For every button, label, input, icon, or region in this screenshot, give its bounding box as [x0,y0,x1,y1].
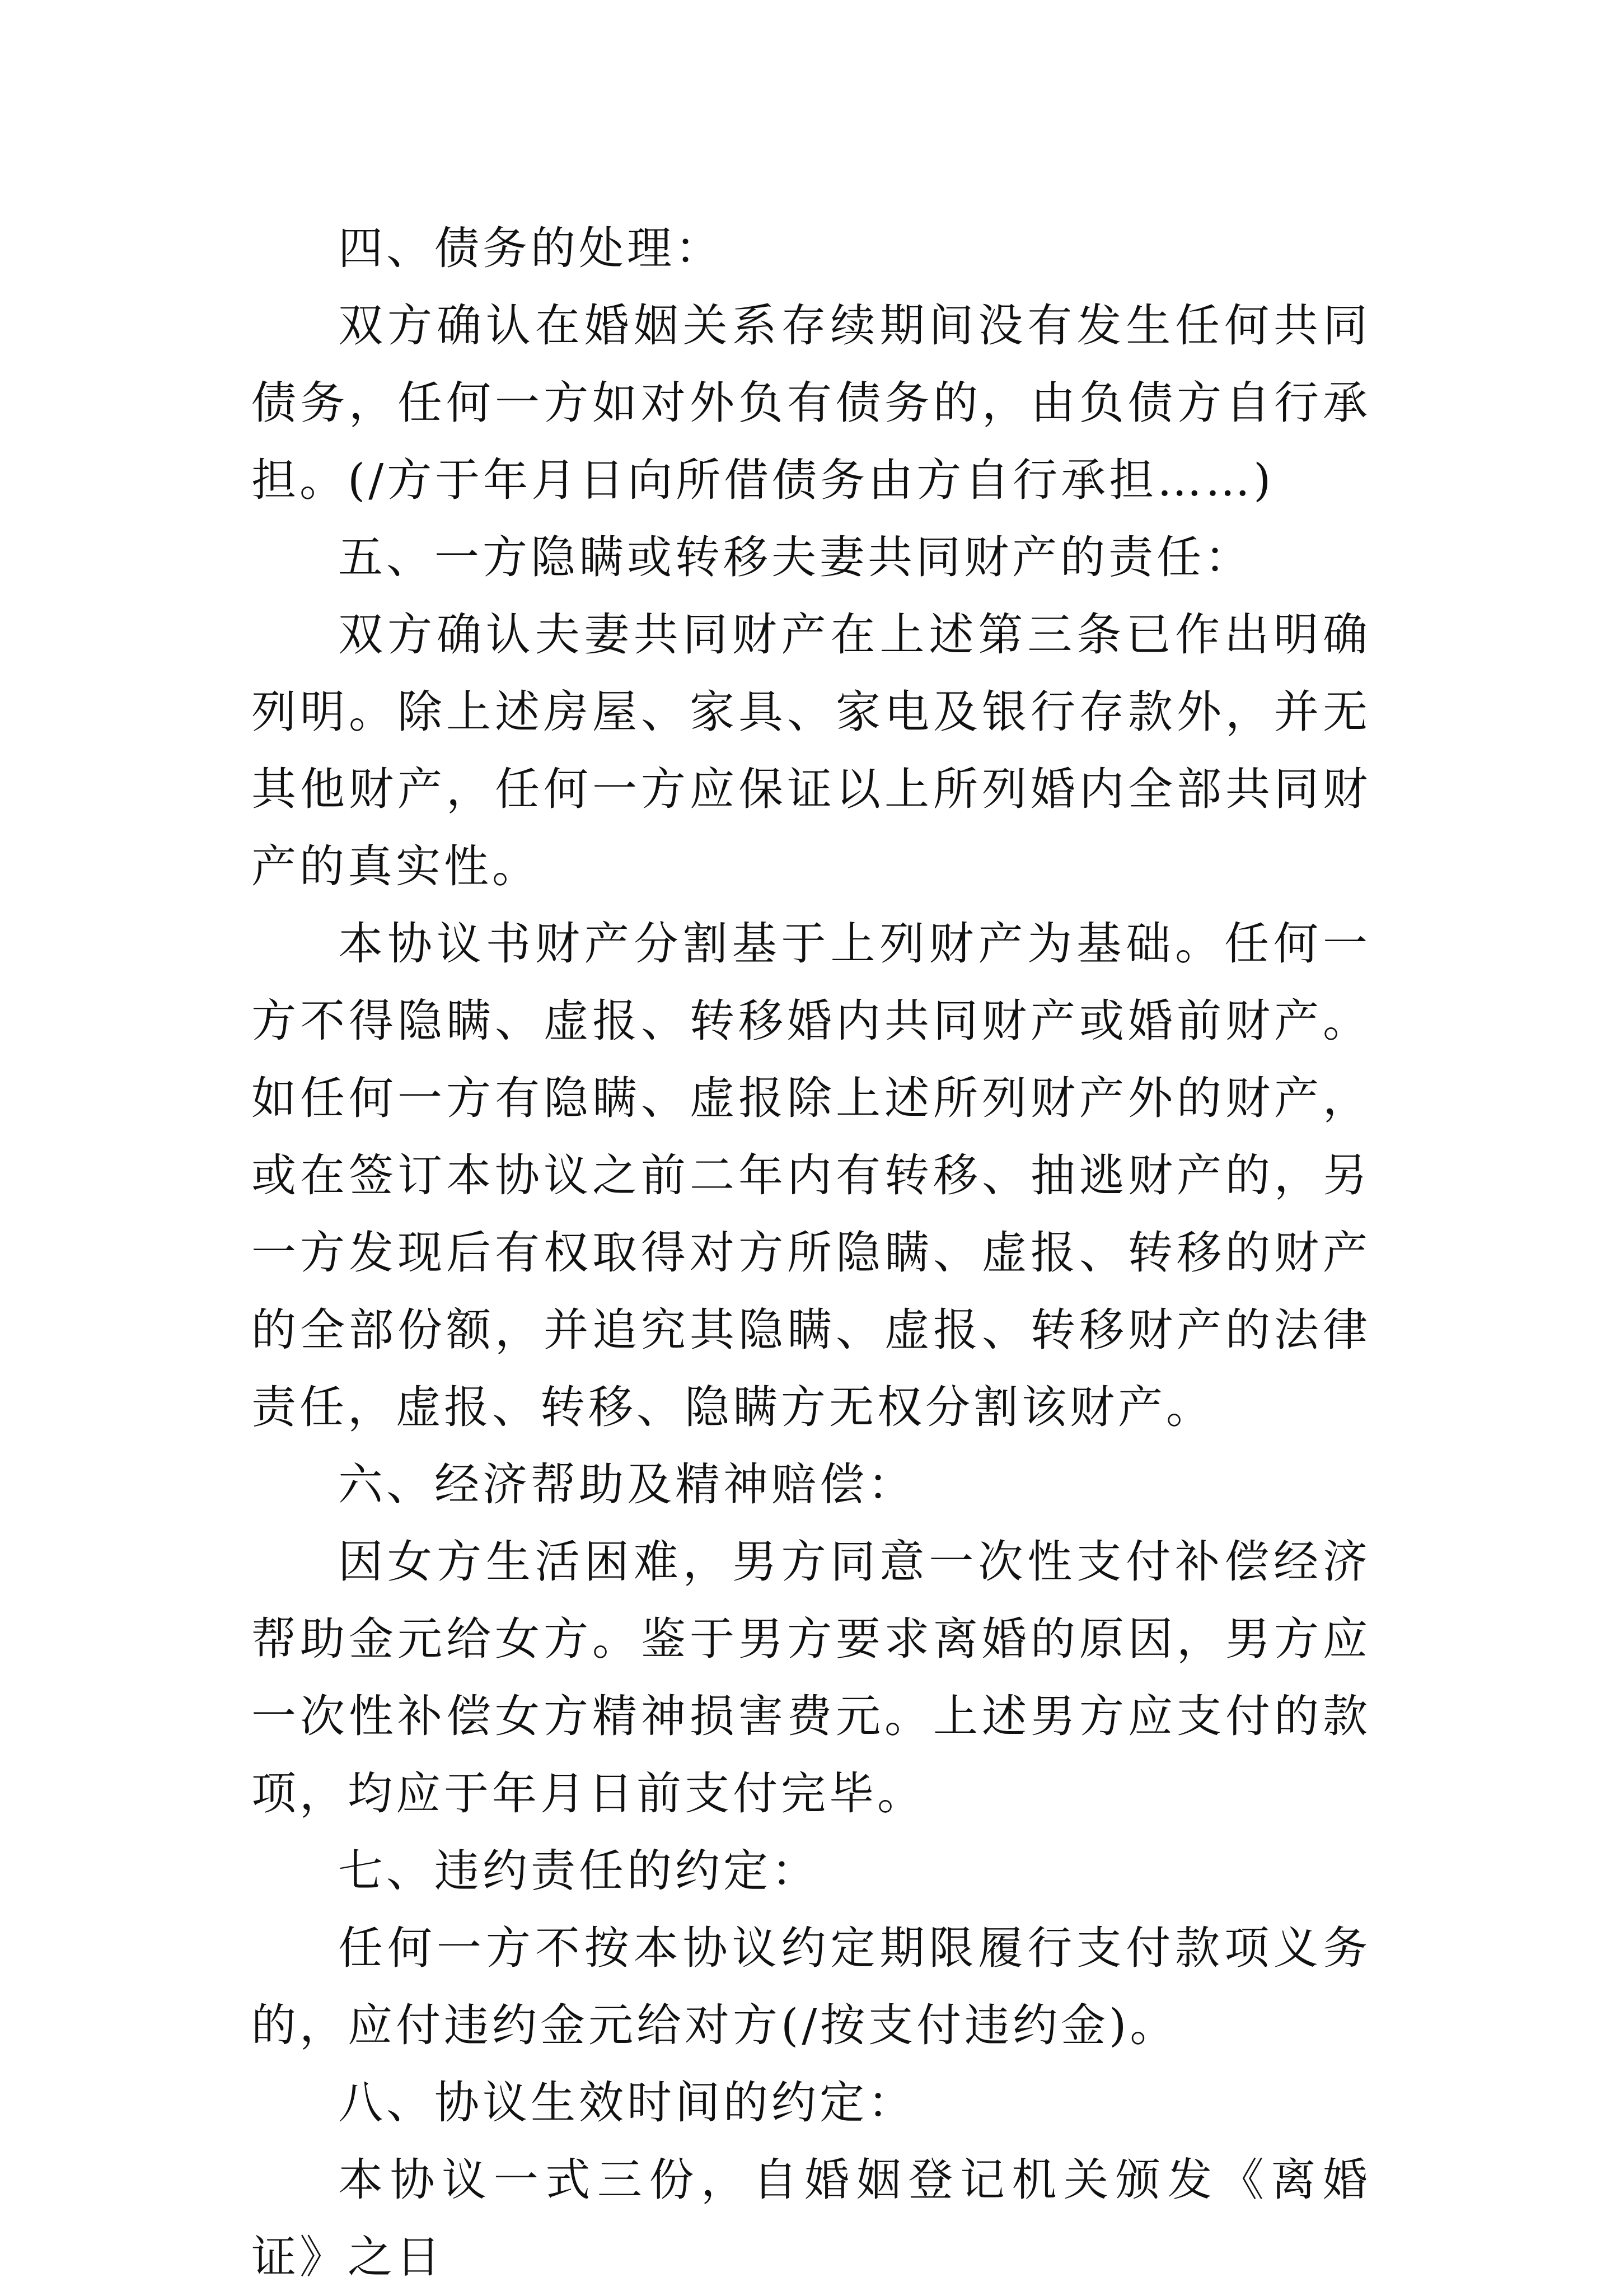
section-heading-compensation: 六、经济帮助及精神赔偿： [338,1458,916,1511]
section-heading-breach: 七、违约责任的约定： [338,1845,820,1897]
section-heading-concealment: 五、一方隐瞒或转移夫妻共同财产的责任： [338,531,1253,583]
paragraph-concealment-2: 本协议书财产分割基于上列财产为基础。任何一方不得隐瞒、虚报、转移婚内共同财产或婚前财产。如任何一方有隐瞒、虚报除上述所列财产外的财产，或在签订本协议之前二年内有转移、抽逃财产的，另一方发现后有权取得对方所隐瞒、虚报、转移的财产的全部份额，并追究其隐瞒、虚报、转移财产的法律责任，虚报、转移、隐瞒方无权分割该财产。 [251,918,1371,1433]
document-body [251,210,1371,2296]
paragraph-effective-date: 本协议一式三份，自婚姻登记机关颁发《离婚证》之日 [251,2154,1371,2283]
paragraph-breach: 任何一方不按本协议约定期限履行支付款项义务的，应付违约金元给对方(/按支付违约金)。 [251,1922,1371,2051]
paragraph-debts: 双方确认在婚姻关系存续期间没有发生任何共同债务，任何一方如对外负有债务的，由负债方自行承担。(/方于年月日向所借债务由方自行承担……) [251,300,1371,506]
section-heading-effective-date: 八、协议生效时间的约定： [338,2077,916,2129]
paragraph-concealment-1: 双方确认夫妻共同财产在上述第三条已作出明确列明。除上述房屋、家具、家电及银行存款外，并无其他财产，任何一方应保证以上所列婚内全部共同财产的真实性。 [251,609,1371,892]
paragraph-compensation: 因女方生活困难，男方同意一次性支付补偿经济帮助金元给女方。鉴于男方要求离婚的原因，男方应一次性补偿女方精神损害费元。上述男方应支付的款项，均应于年月日前支付完毕。 [251,1536,1371,1820]
section-heading-debts: 四、债务的处理： [338,222,723,274]
